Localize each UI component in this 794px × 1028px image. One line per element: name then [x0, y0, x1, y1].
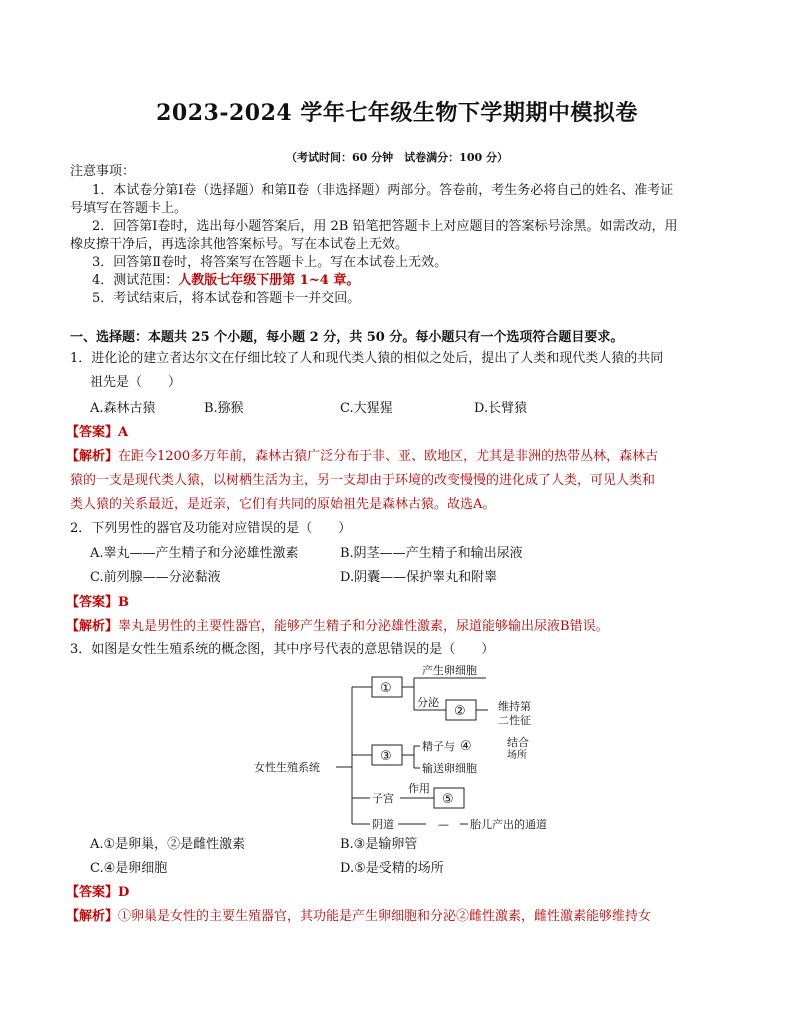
option-d: D.阴囊——保护睾丸和附睾	[340, 570, 498, 585]
option-b: B.③是输卵管	[340, 837, 418, 852]
diagram-label: 作用	[408, 782, 430, 795]
notice-item: 2．回答第Ⅰ卷时，选出每小题答案后，用 2B 铅笔把答题卡上对应题目的答案标号涂黑。如需改动，用	[92, 219, 678, 234]
analysis-label: 【解析】	[66, 619, 119, 634]
option-c: C.大猩猩	[340, 401, 393, 416]
analysis-3	[66, 908, 651, 926]
diagram-label: 维持第	[498, 700, 531, 713]
option-a: A.森林古猿	[90, 401, 156, 416]
analysis-label: 【解析】	[66, 909, 119, 924]
page-title: 2023-2024 学年七年级生物下学期期中模拟卷	[156, 100, 638, 126]
option-c: C.前列腺——分泌黏液	[90, 570, 221, 585]
answer-value: A	[118, 425, 129, 440]
page-subtitle: （考试时间：60 分钟 试卷满分：100 分）	[286, 151, 508, 164]
question-1-stem: 祖先是（ ）	[90, 375, 182, 390]
option-d: D.⑤是受精的场所	[340, 861, 444, 876]
diagram-label: 二性征	[498, 714, 531, 727]
answer-value: B	[118, 595, 130, 610]
diagram-label: 输送卵细胞	[422, 762, 477, 775]
diagram-label-1: ①	[380, 681, 392, 696]
diagram-label: 产生卵细胞	[422, 664, 477, 677]
concept-diagram	[250, 660, 550, 836]
notice-item: 5．考试结束后，将本试卷和答题卡一并交回。	[92, 291, 361, 306]
option-a: A.睾丸——产生精子和分泌雄性激素	[90, 546, 299, 561]
notice-item: 橡皮擦干净后，再选涂其他答案标号。写在本试卷上无效。	[70, 237, 409, 252]
diagram-label: 场所	[507, 750, 527, 761]
option-c: C.④是卵细胞	[90, 861, 168, 876]
answer-label: 【答案】	[66, 885, 119, 900]
notice-heading: 注意事项：	[70, 164, 136, 179]
diagram-label: —	[438, 818, 449, 831]
section-heading: 一、选择题：本题共 25 个小题，每小题 2 分，共 50 分。每小题只有一个选项符合题目要求。	[70, 330, 624, 345]
diagram-label: 阴道	[372, 818, 394, 831]
diagram-label: 分泌	[417, 696, 439, 709]
analysis-text: 在距今1200多万年前，森林古猿广泛分布于非、亚、欧地区，尤其是非洲的热带丛林，森林古	[118, 449, 659, 464]
diagram-root: 女性生殖系统	[254, 761, 320, 774]
option-b: B.阴茎——产生精子和输出尿液	[340, 546, 523, 561]
test-range: 人教版七年级下册第 1~4 章。	[178, 273, 360, 288]
analysis-label: 【解析】	[66, 449, 119, 464]
option-a: A.①是卵巢，②是雌性激素	[90, 837, 246, 852]
option-d: D.长臂猿	[474, 401, 528, 416]
diagram-label: 子宫	[372, 792, 394, 805]
answer-value: D	[118, 885, 130, 900]
answer-2	[66, 594, 129, 612]
analysis-text: ①卵巢是女性的主要生殖器官，其功能是产生卵细胞和分泌②雌性激素，雌性激素能够维持女	[118, 909, 652, 924]
notice-item: 1．本试卷分第Ⅰ卷（选择题）和第Ⅱ卷（非选择题）两部分。答卷前，考生务必将自己的姓名、准考证	[92, 183, 674, 198]
analysis-text: 猿的一支是现代类人猿，以树栖生活为主，另一支却由于环境的改变慢慢的进化成了人类，可见人类和	[70, 473, 656, 488]
diagram-label: 精子与	[422, 740, 455, 753]
diagram-label-5: ⑤	[442, 792, 454, 807]
analysis-2	[66, 618, 609, 636]
diagram-label: 胎儿产出的通道	[470, 818, 547, 831]
analysis-text: 类人猿的关系最近，是近亲，它们有共同的原始祖先是森林古猿。故选A。	[70, 497, 496, 512]
answer-3	[66, 884, 129, 902]
answer-1	[66, 424, 128, 442]
analysis-1	[66, 448, 658, 466]
notice-item: 3．回答第Ⅱ卷时，将答案写在答题卡上。写在本试卷上无效。	[92, 255, 448, 270]
option-b: B.猕猴	[204, 401, 244, 416]
notice-item-4-prefix: 4．测试范围：	[92, 273, 179, 288]
answer-label: 【答案】	[66, 425, 119, 440]
analysis-text: 睾丸是男性的主要性器官，能够产生精子和分泌雄性激素，尿道能够输出尿液B错误。	[118, 619, 609, 634]
diagram-label-3: ③	[380, 749, 392, 764]
notice-item: 号填写在答题卡上。	[70, 201, 188, 216]
diagram-label-4: ④	[460, 739, 472, 754]
answer-label: 【答案】	[66, 595, 119, 610]
diagram-label-2: ②	[454, 704, 466, 719]
question-2-stem: 2．下列男性的器官及功能对应错误的是（ ）	[70, 521, 352, 536]
question-3-stem: 3．如图是女性生殖系统的概念图，其中序号代表的意思错误的是（ ）	[70, 642, 495, 657]
question-1-stem: 1．进化论的建立者达尔文在仔细比较了人和现代类人猿的相似之处后，提出了人类和现代类人猿的共同	[70, 351, 664, 366]
notice-item-4	[92, 272, 359, 290]
diagram-label: 结合	[507, 736, 529, 749]
